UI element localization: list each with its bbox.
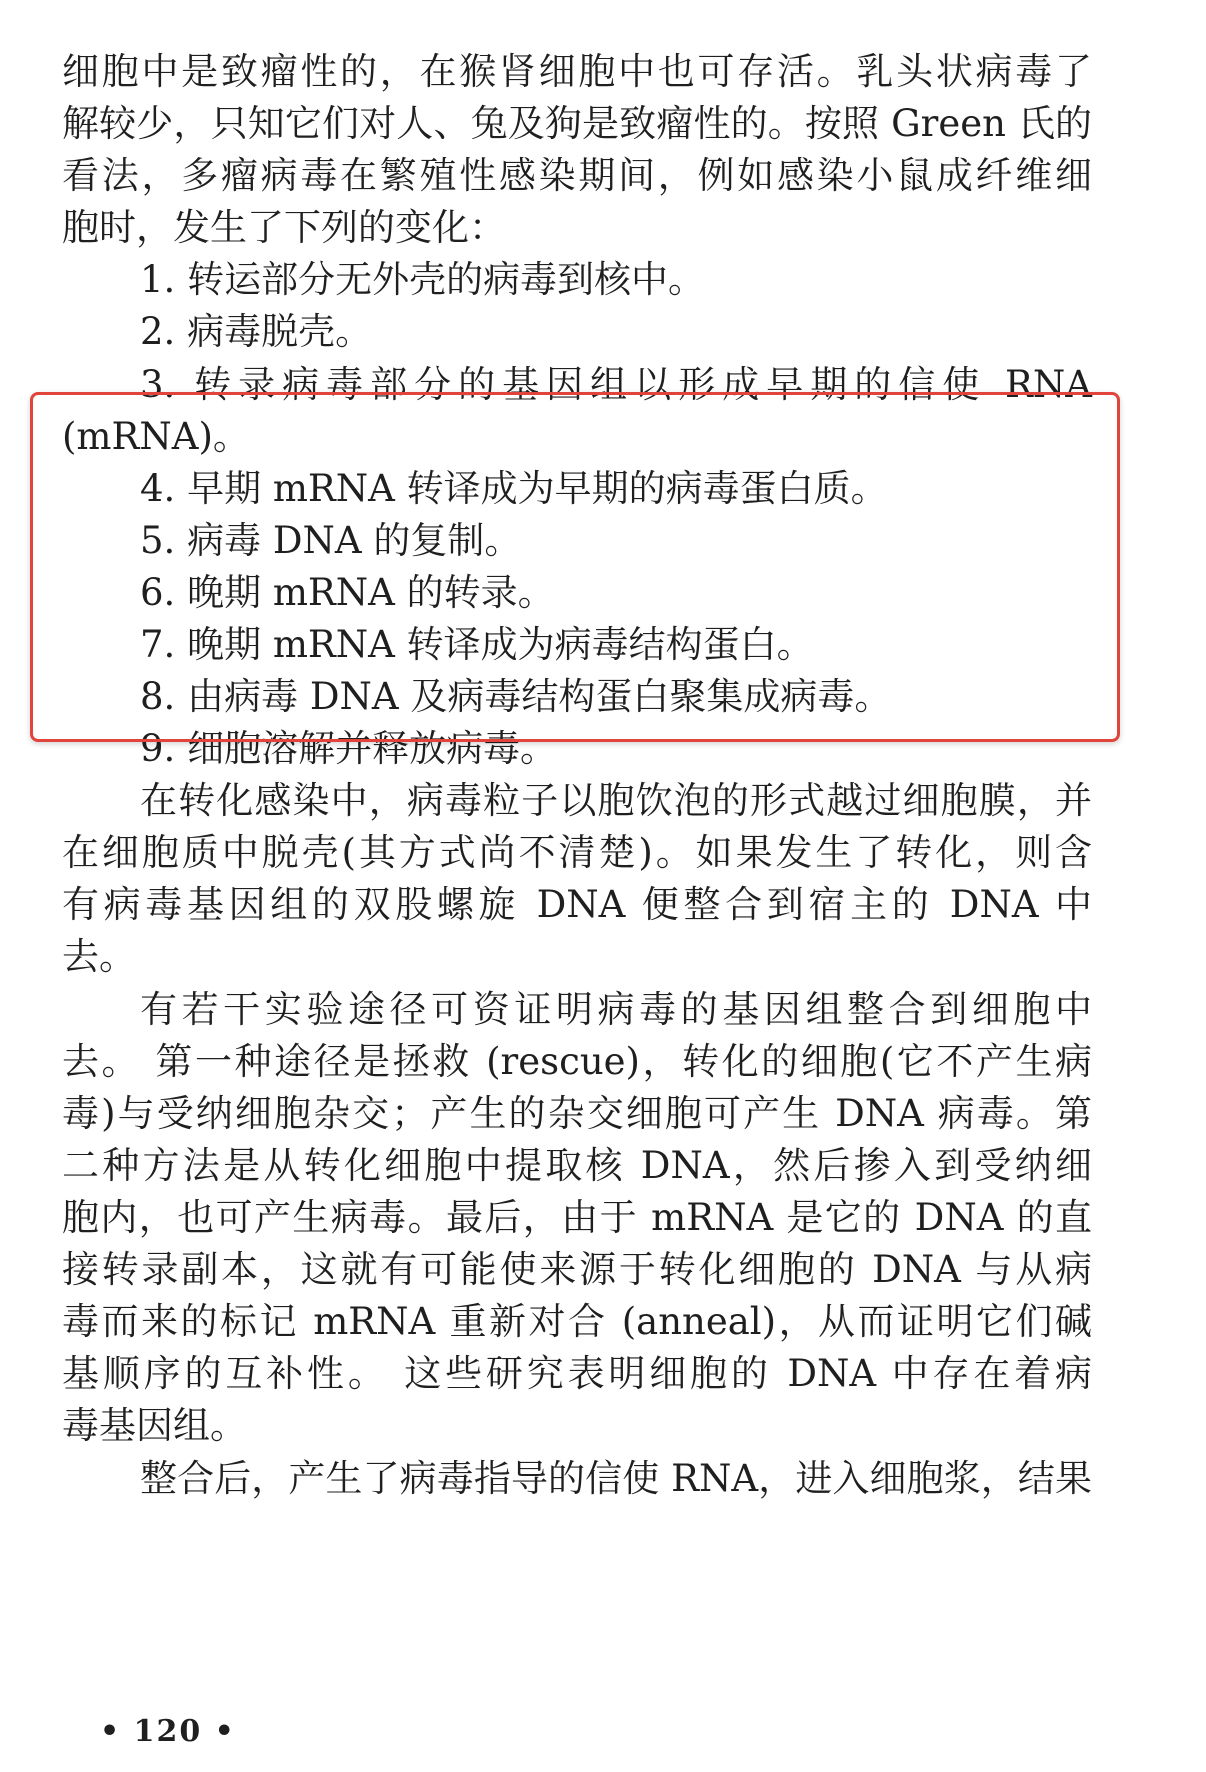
text-line: 有病毒基因组的双股螺旋 DNA 便整合到宿主的 DNA 中 xyxy=(62,883,1092,926)
text-line: 接转录副本，这就有可能使来源于转化细胞的 DNA 与从病 xyxy=(62,1248,1092,1291)
list-item: 7. 晚期 mRNA 转译成为病毒结构蛋白。 xyxy=(140,623,814,666)
list-item: 6. 晚期 mRNA 的转录。 xyxy=(140,571,555,614)
text-line: 毒基因组。 xyxy=(62,1404,247,1447)
text-line: 毒)与受纳细胞杂交；产生的杂交细胞可产生 DNA 病毒。第 xyxy=(62,1092,1092,1135)
list-item: 9. 细胞溶解并释放病毒。 xyxy=(140,727,558,770)
text-line: 胞时，发生了下列的变化： xyxy=(62,206,506,249)
text-line: 基顺序的互补性。 这些研究表明细胞的 DNA 中存在着病 xyxy=(62,1352,1092,1395)
list-item: 4. 早期 mRNA 转译成为早期的病毒蛋白质。 xyxy=(140,467,888,510)
text-line: 有若干实验途径可资证明病毒的基因组整合到细胞中 xyxy=(140,988,1092,1031)
list-item: 1. 转运部分无外壳的病毒到核中。 xyxy=(140,258,706,301)
text-line: 去。 xyxy=(62,935,136,978)
text-line: 整合后，产生了病毒指导的信使 RNA，进入细胞浆，结果 xyxy=(140,1457,1092,1500)
text-line: 去。 第一种途径是拯救 (rescue)，转化的细胞(它不产生病 xyxy=(62,1040,1092,1083)
highlight-box xyxy=(30,392,1120,742)
text-line: 解较少，只知它们对人、兔及狗是致瘤性的。按照 Green 氏的 xyxy=(62,102,1092,145)
text-line: 细胞中是致瘤性的，在猴肾细胞中也可存活。乳头状病毒了 xyxy=(62,50,1092,93)
page-number: • 120 • xyxy=(100,1714,236,1749)
list-item: 3. 转录病毒部分的基因组以形成早期的信使 RNA xyxy=(140,363,1092,406)
text-line: 胞内，也可产生病毒。最后，由于 mRNA 是它的 DNA 的直 xyxy=(62,1196,1092,1239)
list-item: 2. 病毒脱壳。 xyxy=(140,310,373,353)
text-line: 在细胞质中脱壳(其方式尚不清楚)。如果发生了转化，则含 xyxy=(62,831,1092,874)
list-item: 8. 由病毒 DNA 及病毒结构蛋白聚集成病毒。 xyxy=(140,675,892,718)
text-line: 在转化感染中，病毒粒子以胞饮泡的形式越过细胞膜，并 xyxy=(140,779,1092,822)
text-line: 看法，多瘤病毒在繁殖性感染期间，例如感染小鼠成纤维细 xyxy=(62,154,1092,197)
text-line: 二种方法是从转化细胞中提取核 DNA，然后掺入到受纳细 xyxy=(62,1144,1092,1187)
list-item-continuation: (mRNA)。 xyxy=(62,415,250,458)
list-item: 5. 病毒 DNA 的复制。 xyxy=(140,519,522,562)
text-line: 毒而来的标记 mRNA 重新对合 (anneal)，从而证明它们碱 xyxy=(62,1300,1092,1343)
